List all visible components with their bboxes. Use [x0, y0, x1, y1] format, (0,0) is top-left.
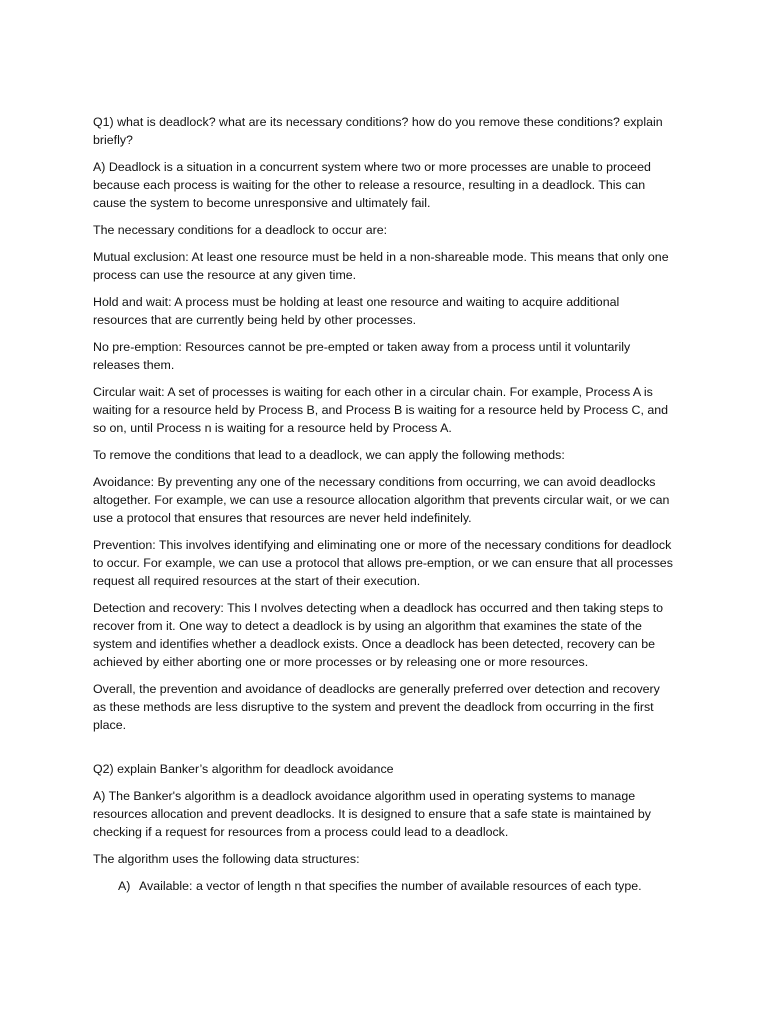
- q1-answer-intro: A) Deadlock is a situation in a concurrent system where two or more processes are unable to proceed because each process is waiting for the other to release a resource, resulting in a deadlock. This can cause the system to become unresponsive and ultimately fail.: [93, 160, 651, 210]
- q1-question: Q1) what is deadlock? what are its necessary conditions? how do you remove these conditions? explain briefly?: [93, 115, 663, 147]
- method-detection-recovery: Detection and recovery: This I nvolves detecting when a deadlock has occurred and then taking steps to recover from it. One way to detect a deadlock is by using an algorithm that examines the state of the system and identifies whether a deadlock exists. Once a deadlock has been detected, recovery can be achieved by either aborting one or more processes or by releasing one or more resources.: [93, 601, 664, 669]
- q2-answer-intro: A) The Banker's algorithm is a deadlock avoidance algorithm used in operating systems to manage resources allocation and prevent deadlocks. It is designed to ensure that a safe state is maintained by checking if a request for resources from a process could lead to a deadlock.: [93, 789, 651, 839]
- method-avoidance: Avoidance: By preventing any one of the necessary conditions from occurring, we can avoid deadlocks altogether. For example, we can use a resource allocation algorithm that prevents circular wait, or we can use a protocol that ensures that resources are never held indefinitely.: [93, 475, 670, 525]
- conditions-heading: The necessary conditions for a deadlock to occur are:: [93, 223, 388, 237]
- section-gap: [93, 743, 676, 760]
- q1-conclusion: Overall, the prevention and avoidance of deadlocks are generally preferred over detection and recovery as these methods are less disruptive to the system and prevent the deadlock from occurring in the first place.: [93, 682, 660, 732]
- list-marker: A): [118, 879, 131, 893]
- condition-mutual-exclusion: Mutual exclusion: At least one resource must be held in a non-shareable mode. This means that only one process can use the resource at any given time.: [93, 250, 669, 282]
- list-item-text: Available: a vector of length n that specifies the number of available resources of each type.: [139, 879, 642, 893]
- condition-no-preemption: No pre-emption: Resources cannot be pre-empted or taken away from a process until it voluntarily releases them.: [93, 340, 631, 372]
- method-prevention: Prevention: This involves identifying and eliminating one or more of the necessary conditions for deadlock to occur. For example, we can use a protocol that allows pre-emption, or we can ensure that all processes request all required resources at the start of their execution.: [93, 538, 673, 588]
- list-item: [93, 877, 676, 895]
- condition-circular-wait: Circular wait: A set of processes is waiting for each other in a circular chain. For example, Process A is waiting for a resource held by Process B, and Process B is waiting for a resource held by Process C, and so on, until Process n is waiting for a resource held by Process A.: [93, 385, 669, 435]
- q2-question: Q2) explain Banker’s algorithm for deadlock avoidance: [93, 762, 394, 776]
- data-structures-heading: The algorithm uses the following data structures:: [93, 852, 360, 866]
- methods-heading: To remove the conditions that lead to a deadlock, we can apply the following methods:: [93, 448, 565, 462]
- condition-hold-and-wait: Hold and wait: A process must be holding at least one resource and waiting to acquire additional resources that are currently being held by other processes.: [93, 295, 620, 327]
